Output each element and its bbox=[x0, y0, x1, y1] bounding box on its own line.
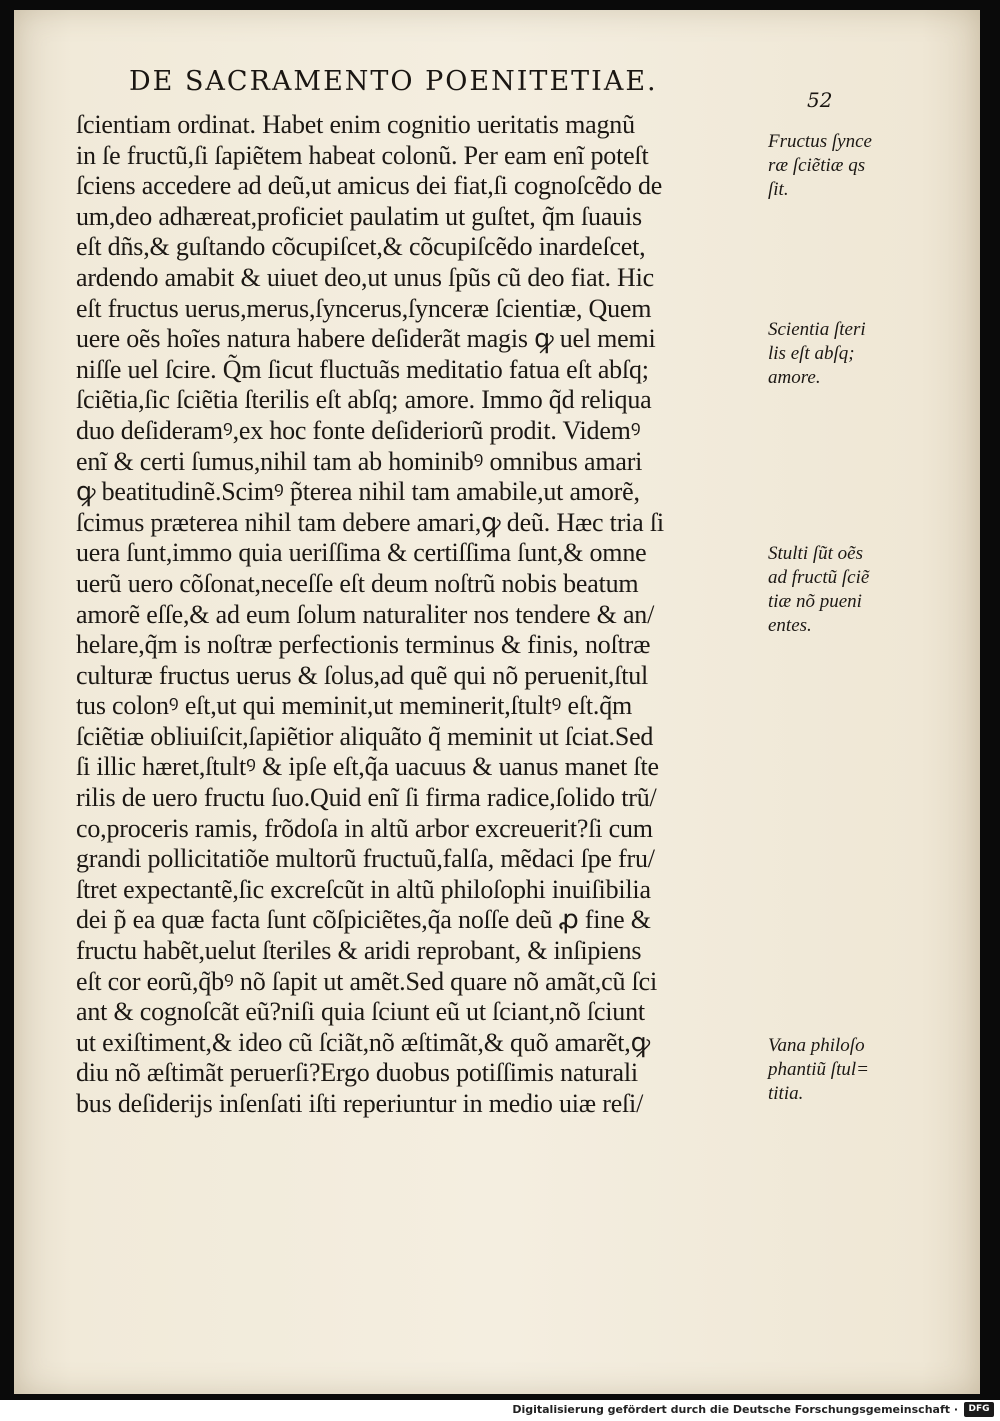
text-line: grandi pollicitatiõe multorũ fructuũ,falſa, mẽdaci ſpe fru/ bbox=[76, 844, 655, 874]
text-line: ant & cognoſcãt eũ?niſi quia ſciunt eũ ut ſciant,nõ ſciunt bbox=[76, 997, 645, 1027]
text-line: ſciẽtiæ obliuiſcit,ſapiẽtior aliquãto q̃ meminit ut ſciat.Sed bbox=[76, 721, 654, 751]
text-line: ſciẽtia,ſic ſciẽtia ſterilis eſt abſq; amore. Immo q̃d reliqua bbox=[76, 385, 652, 415]
text-line: eſt fructus uerus,merus,ſyncerus,ſynceræ ſcientiæ, Quem bbox=[76, 293, 652, 323]
gloss-line: Fructus ſynce bbox=[768, 131, 872, 152]
gloss-line: ad fructũ ſciẽ bbox=[768, 567, 870, 588]
gloss-line: ræ ſciẽtiæ qs bbox=[768, 155, 866, 176]
text-line: eſt dñs,& guſtando cõcupiſcet,& cõcupiſcẽdo inardeſcet, bbox=[76, 232, 646, 262]
text-line: ꝙ beatitudinẽ.Scimꝰ p̃terea nihil tam amabile,ut amorẽ, bbox=[76, 477, 640, 507]
text-line: ſi illic hæret,ſtultꝰ & ipſe eſt,q̃a uacuus & uanus manet ſte bbox=[76, 752, 659, 782]
gloss-line: entes. bbox=[768, 615, 812, 636]
gloss-line: ſit. bbox=[768, 179, 789, 200]
main-text-block bbox=[76, 110, 776, 1120]
text-line: uera ſunt,immo quia ueriſſima & certiſſima ſunt,& omne bbox=[76, 538, 647, 568]
text-line: culturæ fructus uerus & ſolus,ad quẽ qui nõ peruenit,ſtul bbox=[76, 660, 649, 690]
marginal-gloss bbox=[768, 542, 928, 638]
gloss-line: phantiũ ſtul= bbox=[768, 1059, 869, 1080]
footer-bar bbox=[0, 1400, 1000, 1421]
marginal-gloss bbox=[768, 130, 928, 202]
text-line: in ſe fructũ,ſi ſapiẽtem habeat colonũ. Per eam enĩ poteſt bbox=[76, 140, 649, 170]
text-line: diu nõ æſtimãt peruerſi?Ergo duobus potiſſimis naturali bbox=[76, 1058, 638, 1088]
text-line: ardendo amabit & uiuet deo,ut unus ſpũs cũ deo fiat. Hic bbox=[76, 262, 654, 292]
text-line: fructu habẽt,uelut ſteriles & aridi reprobant, & inſipiens bbox=[76, 936, 642, 966]
gloss-line: lis eſt abſq; bbox=[768, 343, 855, 364]
marginal-gloss bbox=[768, 1034, 928, 1106]
text-line: dei p̃ ea quæ facta ſunt cõſpiciẽtes,q̃a noſſe deũ ꝓ fine & bbox=[76, 905, 651, 935]
text-line: enĩ & certi ſumus,nihil tam ab hominibꝰ omnibus amari bbox=[76, 446, 643, 476]
text-line: tus colonꝰ eſt,ut qui meminit,ut meminerit,ſtultꝰ eſt.q̃m bbox=[76, 691, 633, 721]
text-line: ſcientiam ordinat. Habet enim cognitio ueritatis magnũ bbox=[76, 110, 635, 139]
text-line: niſſe uel ſcire. Q̃m ſicut fluctuãs meditatio fatua eſt abſq; bbox=[76, 354, 649, 384]
text-line: ſcimus præterea nihil tam debere amari,ꝙ deũ. Hæc tria ſi bbox=[76, 507, 664, 537]
text-line: duo deſideramꝰ,ex hoc fonte deſideriorũ prodit. Videmꝰ bbox=[76, 415, 641, 445]
text-line: rilis de uero fructu ſuo.Quid enĩ ſi firma radice,ſolido trũ/ bbox=[76, 783, 657, 813]
text-line: helare,q̃m is noſtræ perfectionis terminus & finis, noſtræ bbox=[76, 630, 651, 660]
text-line: um,deo adhæreat,proficiet paulatim ut guſtet, q̃m ſuauis bbox=[76, 201, 642, 231]
text-line: ſciens accedere ad deũ,ut amicus dei fiat,ſi cognoſcẽdo de bbox=[76, 171, 663, 201]
gloss-line: titia. bbox=[768, 1083, 804, 1104]
marginal-gloss bbox=[768, 318, 928, 390]
gloss-line: Stulti ſũt oẽs bbox=[768, 543, 863, 564]
text-line: amorẽ eſſe,& ad eum ſolum naturaliter nos tendere & an/ bbox=[76, 599, 655, 629]
gloss-line: tiæ nõ pueni bbox=[768, 591, 862, 612]
text-line: uere oẽs hoĩes natura habere deſiderãt magis ꝙ uel memi bbox=[76, 324, 656, 354]
text-line: ſtret expectantẽ,ſic excreſcũt in altũ philoſophi inuiſibilia bbox=[76, 874, 651, 904]
text-line: bus deſiderijs inſenſati iſti reperiuntur in medio uiæ reſi/ bbox=[76, 1089, 644, 1118]
folio-number: 52 bbox=[807, 88, 833, 112]
book-page bbox=[14, 10, 980, 1394]
dfg-logo: DFG bbox=[964, 1402, 994, 1417]
running-title: DE SACRAMENTO POENITETIAE. bbox=[129, 66, 658, 97]
text-line: uerũ uero cõſonat,neceſſe eſt deum noſtrũ nobis beatum bbox=[76, 568, 639, 598]
gloss-line: Vana philoſo bbox=[768, 1035, 865, 1056]
text-line: eſt cor eorũ,q̃bꝰ nõ ſapit ut amẽt.Sed quare nõ amãt,cũ ſci bbox=[76, 966, 657, 996]
gloss-line: Scientia ſteri bbox=[768, 319, 866, 340]
gloss-line: amore. bbox=[768, 367, 821, 388]
funding-credit: Digitalisierung gefördert durch die Deutsche Forschungsgemeinschaft · bbox=[512, 1403, 958, 1416]
text-line: ut exiſtiment,& ideo cũ ſciãt,nõ æſtimãt,& quõ amarẽt,ꝙ bbox=[76, 1027, 650, 1057]
text-line: co,proceris ramis, frõdoſa in altũ arbor excreuerit?ſi cum bbox=[76, 813, 653, 843]
